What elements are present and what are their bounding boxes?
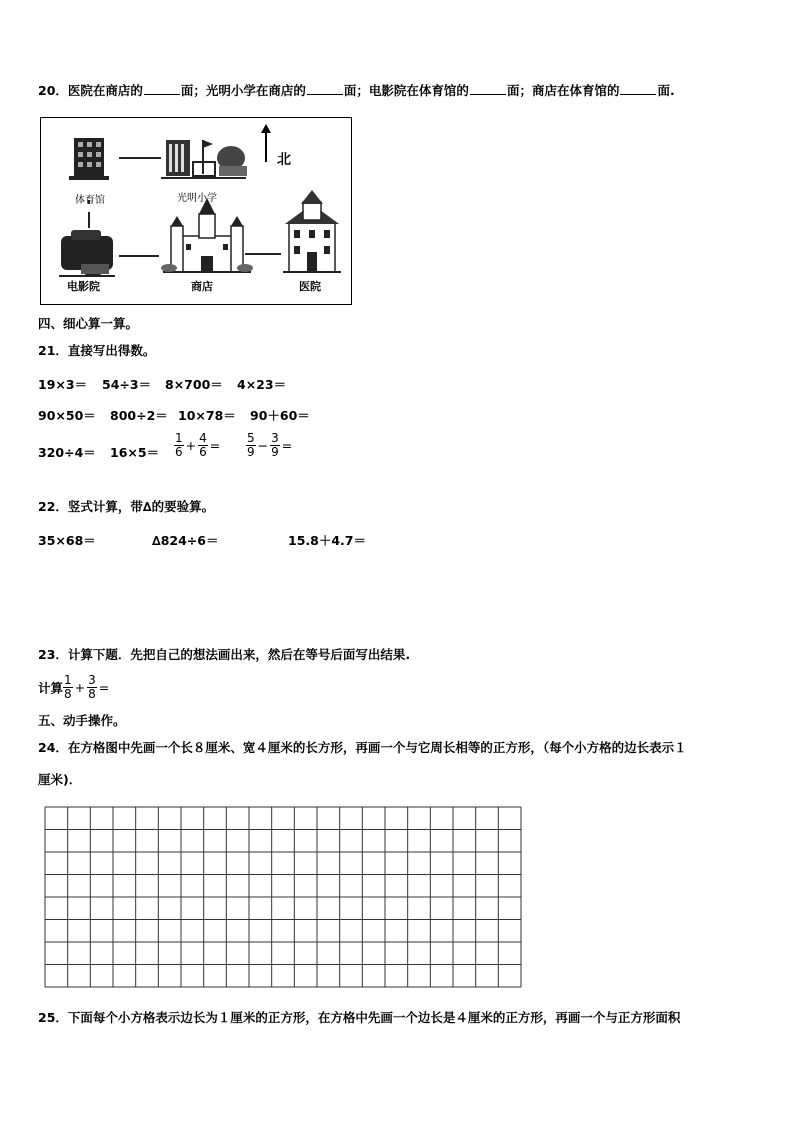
q22-item-3: 15.8＋4.7＝ xyxy=(288,533,366,548)
q21-r1-c4: 4×23＝ xyxy=(237,377,287,392)
q20-part5: 面. xyxy=(657,83,675,98)
fraction: $\frac{3}{9}$ xyxy=(271,431,279,459)
school-picture xyxy=(161,140,247,178)
gym-picture xyxy=(69,138,109,180)
section-4-heading: 四、细心算一算。 xyxy=(38,316,139,331)
fraction: $\frac{1}{8}$ xyxy=(64,673,72,701)
q23-prefix: 计算 xyxy=(38,680,64,696)
q20-text xyxy=(38,82,675,100)
cinema-label: 电影院 xyxy=(67,280,100,293)
fraction: $\frac{1}{6}$ xyxy=(175,431,183,459)
q21-r1-c3: 8×700＝ xyxy=(165,377,223,392)
q21-r2-c4: 90＋60＝ xyxy=(250,408,310,423)
q24-line-2: 厘米)． xyxy=(38,772,82,787)
q21-r1-c1: 19×3＝ xyxy=(38,377,88,392)
q21-r2-c2: 800÷2＝ xyxy=(110,408,168,423)
q20-blank-1[interactable] xyxy=(144,82,180,95)
q20-part2: 面；光明小学在商店的 xyxy=(180,83,306,98)
gym-label: 体育馆 xyxy=(75,195,105,206)
q21-r3-c2: 16×5＝ xyxy=(110,445,160,460)
north-arrow-icon xyxy=(261,124,271,162)
q22-item-1: 35×68＝ xyxy=(38,533,96,548)
q20-part1: 20．医院在商店的 xyxy=(38,83,143,98)
cinema-picture xyxy=(59,230,115,276)
q23-title: 23．计算下题．先把自己的想法画出来，然后在等号后面写出结果. xyxy=(38,647,411,662)
map-figure xyxy=(40,117,352,305)
north-label: 北 xyxy=(277,152,291,168)
q24-line-1: 24．在方格图中先画一个长８厘米、宽４厘米的长方形，再画一个与它周长相等的正方形，（每个小方格的边长表示１ xyxy=(38,740,687,755)
q22-item-2: ∆824÷6＝ xyxy=(152,533,219,548)
hospital-label: 医院 xyxy=(299,280,321,293)
q21-fraction-diff: $\frac{5}{9}$ − $\frac{3}{9}$ = xyxy=(247,431,293,459)
map-drawing xyxy=(41,118,350,303)
q21-fraction-sum: $\frac{1}{6}$ + $\frac{4}{6}$ = xyxy=(175,431,221,459)
q20-blank-4[interactable] xyxy=(620,82,656,95)
square-grid[interactable] xyxy=(44,806,522,988)
store-picture xyxy=(161,198,253,272)
q25-line-1: 25．下面每个小方格表示边长为１厘米的正方形，在方格中先画一个边长是４厘米的正方形，再画一个与正方形面积 xyxy=(38,1010,681,1025)
q21-title: 21．直接写出得数。 xyxy=(38,343,156,358)
q20-blank-3[interactable] xyxy=(470,82,506,95)
section-5-heading: 五、动手操作。 xyxy=(38,713,126,728)
q21-r2-c1: 90×50＝ xyxy=(38,408,96,423)
q20-blank-2[interactable] xyxy=(307,82,343,95)
q21-r3-c1: 320÷4＝ xyxy=(38,445,96,460)
q21-r2-c3: 10×78＝ xyxy=(178,408,236,423)
fraction: $\frac{3}{8}$ xyxy=(88,673,96,701)
fraction: $\frac{4}{6}$ xyxy=(199,431,207,459)
q23-expression: 计算 $\frac{1}{8}$ + $\frac{3}{8}$ = xyxy=(38,673,110,701)
hospital-picture xyxy=(283,190,341,272)
q20-part3: 面；电影院在体育馆的 xyxy=(343,83,469,98)
school-label: 光明小学 xyxy=(177,193,217,204)
store-label: 商店 xyxy=(191,280,213,293)
q21-r1-c2: 54÷3＝ xyxy=(102,377,152,392)
fraction: $\frac{5}{9}$ xyxy=(247,431,255,459)
q20-part4: 面；商店在体育馆的 xyxy=(506,83,620,98)
q22-title: 22．竖式计算，带∆的要验算。 xyxy=(38,499,215,514)
